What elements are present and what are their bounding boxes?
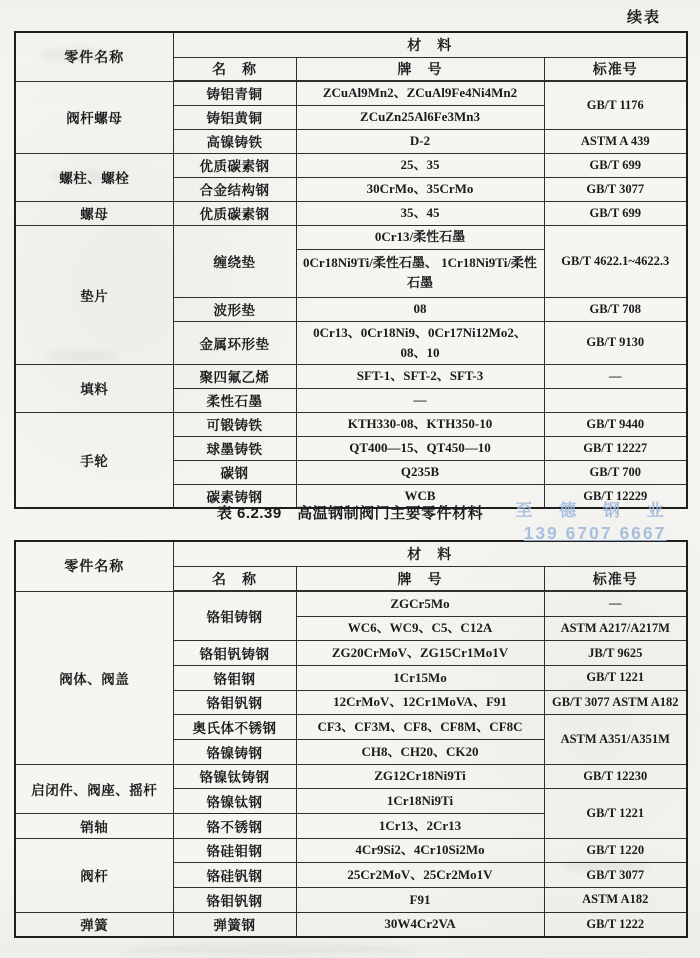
cell-grade: 30W4Cr2VA <box>296 912 544 937</box>
cell-part: 启闭件、阀座、摇杆 <box>15 764 173 813</box>
cell-standard: GB/T 12227 <box>544 436 687 460</box>
cell-grade: 0Cr13/柔性石墨 <box>296 225 544 249</box>
cell-grade: WCB <box>296 484 544 508</box>
cell-part: 销轴 <box>15 813 173 838</box>
cell-part: 填料 <box>15 364 173 412</box>
cell-grade: — <box>296 388 544 412</box>
cell-grade: QT400—15、QT450—10 <box>296 436 544 460</box>
cell-part: 阀杆螺母 <box>15 81 173 153</box>
cell-name: 铸铝黄铜 <box>173 105 296 129</box>
header-material: 材 料 <box>173 32 687 57</box>
scan-artifact <box>45 350 120 362</box>
cell-standard: ASTM A 439 <box>544 129 687 153</box>
header-standard: 标准号 <box>544 57 687 81</box>
cell-grade: 0Cr18Ni9Ti/柔性石墨、 1Cr18Ni9Ti/柔性石墨 <box>296 249 544 297</box>
cell-standard: GB/T 3077 <box>544 863 687 888</box>
cell-standard: GB/T 699 <box>544 201 687 225</box>
cell-grade: 0Cr13、0Cr18Ni9、0Cr17Ni12Mo2、08、10 <box>296 321 544 364</box>
cell-name: 缠绕垫 <box>173 225 296 297</box>
cell-part: 螺柱、螺栓 <box>15 153 173 201</box>
cell-standard: ASTM A182 <box>544 887 687 912</box>
cell-grade: 1Cr13、2Cr13 <box>296 813 544 838</box>
cell-name: 碳素铸钢 <box>173 484 296 508</box>
cell-grade: CH8、CH20、CK20 <box>296 739 544 764</box>
cell-name: 奥氏体不锈钢 <box>173 715 296 740</box>
cell-standard: GB/T 3077 <box>544 177 687 201</box>
cell-name: 铬钼钢 <box>173 665 296 690</box>
cell-grade: 12CrMoV、12Cr1MoVA、F91 <box>296 690 544 715</box>
header-grade: 牌 号 <box>296 57 544 81</box>
cell-name: 高镍铸铁 <box>173 129 296 153</box>
scan-artifact <box>120 944 420 954</box>
cell-grade: ZG20CrMoV、ZG15Cr1Mo1V <box>296 641 544 666</box>
cell-name: 铸铝青铜 <box>173 81 296 105</box>
cell-name: 铬硅钒钢 <box>173 863 296 888</box>
cell-standard: GB/T 9440 <box>544 412 687 436</box>
cell-grade: KTH330-08、KTH350-10 <box>296 412 544 436</box>
watermark-phone: 139 6707 6667 <box>523 523 667 543</box>
cell-name: 优质碳素钢 <box>173 153 296 177</box>
cell-name: 碳钢 <box>173 460 296 484</box>
cell-grade: 08 <box>296 297 544 321</box>
cell-standard: GB/T 1221 <box>544 789 687 838</box>
cell-standard: ASTM A217/A217M <box>544 616 687 641</box>
cell-part: 手轮 <box>15 412 173 508</box>
cell-name: 铬镍铸钢 <box>173 739 296 764</box>
cell-grade: WC6、WC9、C5、C12A <box>296 616 544 641</box>
cell-part: 垫片 <box>15 225 173 364</box>
cell-grade: D-2 <box>296 129 544 153</box>
cell-grade: F91 <box>296 887 544 912</box>
cell-grade: 35、45 <box>296 201 544 225</box>
cell-grade: CF3、CF3M、CF8、CF8M、CF8C <box>296 715 544 740</box>
cell-grade: 25、35 <box>296 153 544 177</box>
cell-name: 铬钼铸钢 <box>173 591 296 640</box>
scan-artifact <box>40 48 110 62</box>
cell-name: 聚四氟乙烯 <box>173 364 296 388</box>
cell-part: 弹簧 <box>15 912 173 937</box>
cell-standard: GB/T 1176 <box>544 81 687 129</box>
cell-grade: 25Cr2MoV、25Cr2Mo1V <box>296 863 544 888</box>
cell-grade: ZCuAl9Mn2、ZCuAl9Fe4Ni4Mn2 <box>296 81 544 105</box>
cell-name: 可锻铸铁 <box>173 412 296 436</box>
header-name: 名 称 <box>173 57 296 81</box>
cell-standard: GB/T 700 <box>544 460 687 484</box>
cell-standard: GB/T 9130 <box>544 321 687 364</box>
cell-name: 优质碳素钢 <box>173 201 296 225</box>
cell-name: 铬钼钒钢 <box>173 887 296 912</box>
cell-grade: 4Cr9Si2、4Cr10Si2Mo <box>296 838 544 863</box>
cell-standard: GB/T 708 <box>544 297 687 321</box>
cell-part: 螺母 <box>15 201 173 225</box>
header-standard: 标准号 <box>544 567 687 592</box>
cell-standard: GB/T 1220 <box>544 838 687 863</box>
scan-artifact <box>560 860 650 872</box>
cell-grade: ZGCr5Mo <box>296 591 544 616</box>
cell-name: 铬不锈钢 <box>173 813 296 838</box>
cell-standard: GB/T 12229 <box>544 484 687 508</box>
cell-standard: GB/T 1221 <box>544 665 687 690</box>
cell-grade: Q235B <box>296 460 544 484</box>
cell-grade: 30CrMo、35CrMo <box>296 177 544 201</box>
materials-table-high-temp <box>14 540 688 938</box>
cell-name: 铬硅钼钢 <box>173 838 296 863</box>
cell-name: 波形垫 <box>173 297 296 321</box>
cell-standard: JB/T 9625 <box>544 641 687 666</box>
cell-standard: GB/T 1222 <box>544 912 687 937</box>
cell-name: 金属环形垫 <box>173 321 296 364</box>
watermark-company: 至 德 钢 业 <box>515 501 675 520</box>
header-name: 名 称 <box>173 567 296 592</box>
header-part-name: 零件名称 <box>15 32 173 81</box>
cell-name: 铬镍钛钢 <box>173 789 296 814</box>
cell-name: 合金结构钢 <box>173 177 296 201</box>
cell-name: 球墨铸铁 <box>173 436 296 460</box>
cell-name: 柔性石墨 <box>173 388 296 412</box>
cell-grade: ZCuZn25Al6Fe3Mn3 <box>296 105 544 129</box>
table-title: 表 6.2.39 高温钢制阀门主要零件材料 <box>216 505 484 522</box>
cell-standard: GB/T 4622.1~4622.3 <box>544 225 687 297</box>
continued-table-label: 续表 <box>626 9 661 26</box>
cell-grade: ZG12Cr18Ni9Ti <box>296 764 544 789</box>
cell-name: 铬钼钒钢 <box>173 690 296 715</box>
cell-part: 阀体、阀盖 <box>15 591 173 764</box>
cell-standard: GB/T 12230 <box>544 764 687 789</box>
cell-name: 铬钼钒铸钢 <box>173 641 296 666</box>
header-material: 材 料 <box>173 541 687 567</box>
cell-name: 弹簧钢 <box>173 912 296 937</box>
cell-name: 铬镍钛铸钢 <box>173 764 296 789</box>
cell-part: 阀杆 <box>15 838 173 912</box>
cell-grade: 1Cr18Ni9Ti <box>296 789 544 814</box>
cell-standard: — <box>544 364 687 388</box>
cell-standard-empty <box>544 388 687 412</box>
cell-standard: ASTM A351/A351M <box>544 715 687 764</box>
header-part-name: 零件名称 <box>15 541 173 591</box>
cell-standard: GB/T 3077 ASTM A182 <box>544 690 687 715</box>
cell-grade: 1Cr15Mo <box>296 665 544 690</box>
header-grade: 牌 号 <box>296 567 544 592</box>
cell-standard: GB/T 699 <box>544 153 687 177</box>
cell-grade: SFT-1、SFT-2、SFT-3 <box>296 364 544 388</box>
materials-table-continued <box>14 31 688 509</box>
scan-artifact <box>50 170 130 182</box>
cell-standard: — <box>544 591 687 616</box>
